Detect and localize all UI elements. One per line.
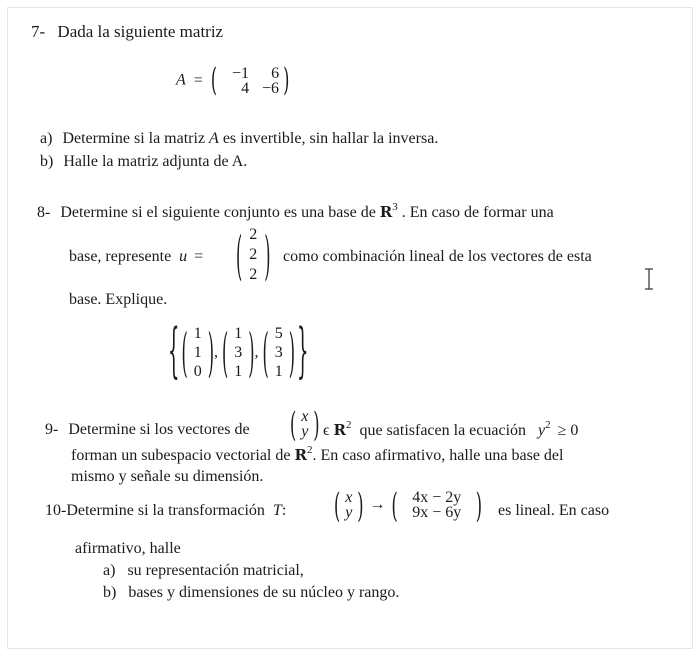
q7-heading (31, 22, 223, 42)
equals-sign: = (194, 248, 204, 265)
q10-text-1 (45, 502, 286, 520)
q10-text-3: afirmativo, halle (75, 540, 181, 557)
right-brace: } (296, 317, 309, 388)
q7-item-a (40, 130, 438, 148)
item-label: b) (103, 584, 117, 601)
set-vector-1 (192, 324, 204, 381)
vector-entry: 4x − 2y (412, 489, 462, 506)
q10-item-b (103, 584, 399, 602)
q10-item-a (103, 562, 304, 580)
q8-line-1 (37, 203, 554, 222)
real-space-symbol: R (333, 421, 346, 439)
q9-text-3 (71, 446, 563, 465)
q8-text-3 (69, 248, 203, 266)
left-paren: ( (334, 485, 341, 525)
q7-matrix-equation (176, 60, 290, 99)
equals-sign: = (193, 71, 203, 89)
power: 2 (345, 419, 352, 431)
vector-entry: x (345, 489, 353, 506)
right-paren: ) (264, 223, 271, 287)
vector-entry: 1 (193, 325, 202, 342)
q7-title: Dada la siguiente matriz (57, 22, 224, 41)
left-paren: ( (262, 321, 269, 384)
item-text: Determine si la matriz (62, 130, 206, 147)
q9-text-5: mismo y señale su dimensión. (71, 468, 264, 485)
matrix-cell: 6 (271, 65, 280, 82)
q10-text: Determine si la transformación (66, 502, 265, 519)
left-paren: ( (181, 321, 188, 384)
matrix-cell: −6 (262, 80, 280, 97)
q8-vector-set (168, 317, 309, 388)
item-text: bases y dimensiones de su núcleo y rango. (128, 584, 400, 601)
q8-text: base, represente (69, 248, 172, 265)
vector-entry: 3 (274, 344, 283, 361)
right-paren: ) (283, 60, 290, 99)
colon: : (281, 502, 287, 519)
item-var: A (209, 130, 219, 147)
q10-text-2: es lineal. En caso (498, 502, 610, 519)
q9-text: que satisfacen la ecuación (359, 422, 527, 439)
item-text: Halle la matriz adjunta de A. (63, 153, 248, 170)
matrix-cell: −1 (232, 65, 250, 82)
matrix-cell: 4 (241, 80, 250, 97)
q10-input-vector (334, 485, 482, 525)
q10-output-vector (402, 490, 472, 520)
arrow-icon: → (369, 496, 386, 513)
q7-matrix-name: A (176, 71, 186, 89)
set-vector-3 (273, 324, 285, 381)
q8-var: u (179, 248, 188, 265)
eq-var: y (538, 422, 546, 439)
real-space-symbol: R (294, 446, 307, 464)
left-paren: ( (221, 321, 229, 384)
vector-entry: 9x − 6y (412, 504, 462, 521)
item-label: a) (103, 562, 116, 579)
set-vector-2 (232, 324, 244, 381)
q7-item-b (40, 153, 247, 171)
left-paren: ( (290, 404, 297, 444)
right-paren: ) (207, 321, 214, 384)
eq-rhs: ≥ 0 (557, 422, 579, 439)
right-paren: ) (248, 321, 255, 384)
left-brace: { (168, 317, 180, 388)
vector-entry: 2 (249, 226, 258, 243)
item-label: a) (40, 130, 53, 147)
vector-entry: x (301, 408, 309, 425)
real-space-symbol: R (379, 203, 393, 221)
left-paren: ( (391, 485, 398, 525)
i-beam-cursor-icon (644, 268, 654, 290)
q9-text: forman un subespacio vectorial de (71, 447, 291, 464)
vector-entry: 2 (249, 266, 258, 283)
q8-text-5: base. Explique. (69, 291, 168, 308)
vector-entry: 1 (234, 363, 243, 380)
item-text: es invertible, sin hallar la inversa. (222, 130, 439, 147)
q9-text-2 (323, 421, 578, 440)
vector-entry: y (301, 423, 309, 440)
vector-entry: 0 (193, 363, 202, 380)
power: 3 (392, 201, 398, 213)
left-paren: ( (210, 60, 218, 99)
comma: , (254, 343, 259, 361)
item-label: b) (40, 153, 54, 170)
power: 2 (545, 419, 551, 431)
q9-number: 9- (45, 421, 59, 438)
vector-entry: 1 (193, 344, 202, 361)
q9-text: . En caso afirmativo, halle una base del (312, 447, 564, 464)
item-text: su representación matricial, (127, 562, 304, 579)
q10-number: 10- (45, 502, 67, 519)
vector-entry: 3 (234, 344, 243, 361)
left-paren: ( (236, 223, 243, 287)
q9-text: Determine si los vectores de (68, 421, 250, 438)
vector-entry: y (345, 504, 353, 521)
q8-text-4: como combinación lineal de los vectores de esta (283, 248, 592, 265)
power: 2 (306, 444, 313, 456)
q7-number: 7- (31, 22, 46, 41)
comma: , (213, 343, 218, 361)
q7-matrix (221, 66, 279, 96)
q8-text: . En caso de formar una (401, 204, 554, 221)
vector-entry: 2 (249, 246, 258, 263)
q9-vector (290, 404, 320, 444)
right-paren: ) (475, 485, 482, 525)
q8-text: Determine si el siguiente conjunto es una base de (60, 204, 376, 221)
element-of-symbol: ϵ (323, 422, 330, 439)
vector-entry: 1 (274, 363, 283, 380)
right-paren: ) (313, 404, 320, 444)
right-paren: ) (357, 485, 364, 525)
vector-entry: 5 (274, 325, 283, 342)
q9-text-1 (45, 421, 250, 439)
right-paren: ) (288, 321, 295, 384)
vector-entry: 1 (234, 325, 243, 342)
transformation-name: T (272, 502, 282, 519)
q8-number: 8- (37, 204, 51, 221)
q8-vector-u (236, 225, 271, 285)
